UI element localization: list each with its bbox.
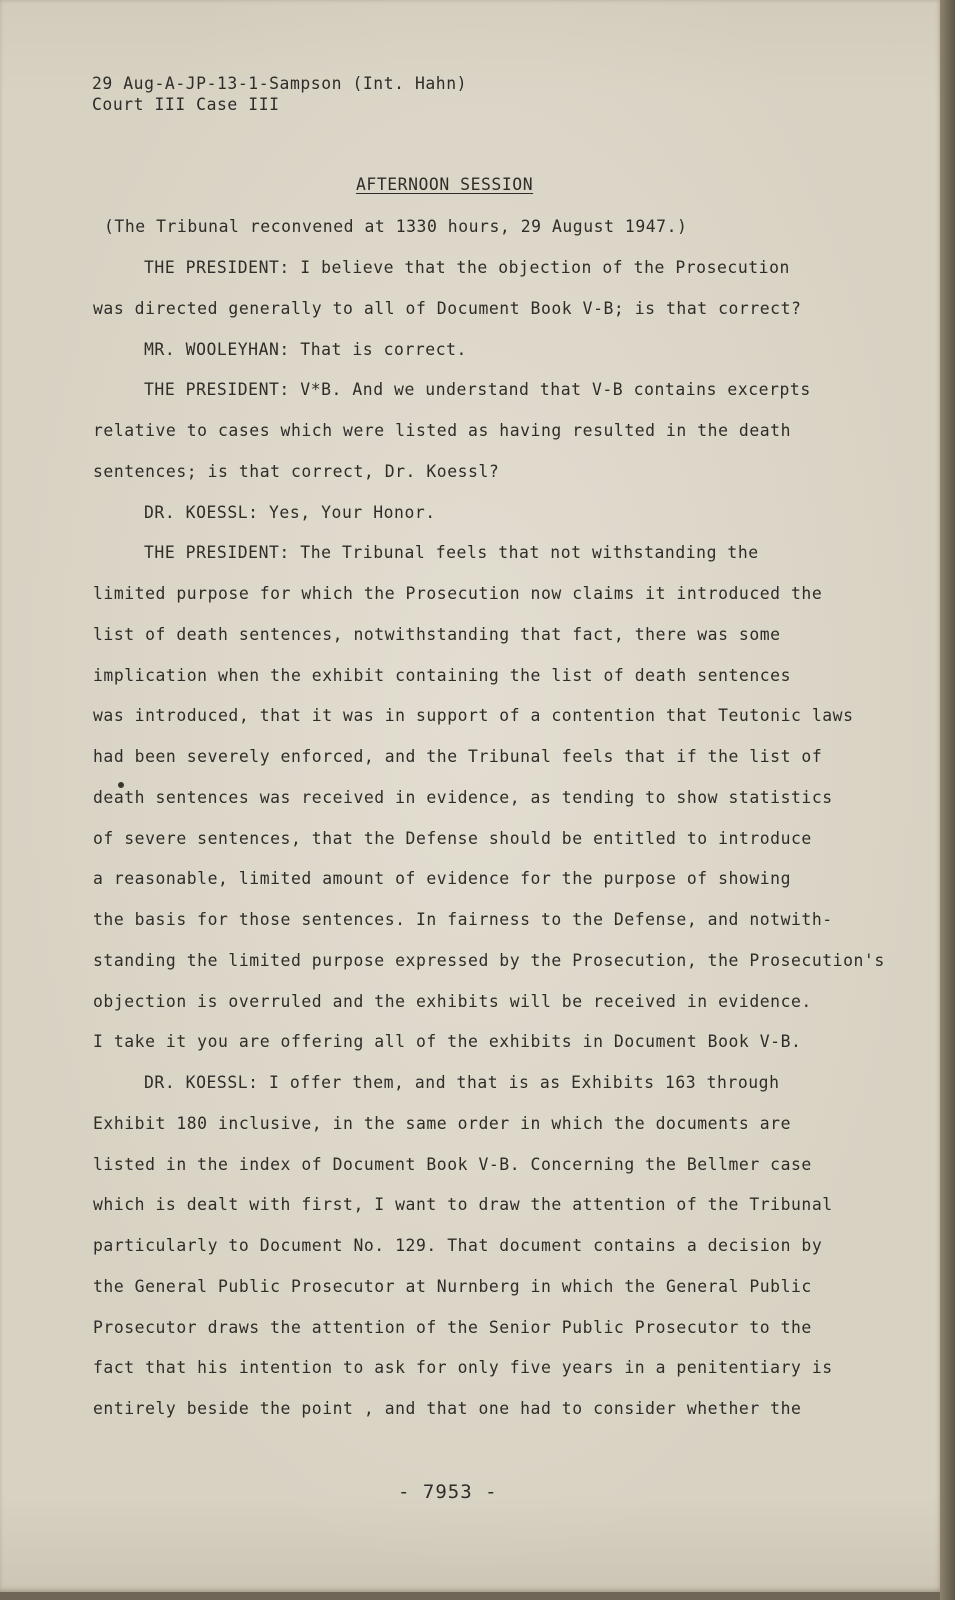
body-line: list of death sentences, notwithstanding that fact, there was some (93, 625, 781, 644)
body-line: listed in the index of Document Book V-B. Concerning the Bellmer case (93, 1155, 812, 1174)
body-line: a reasonable, limited amount of evidence for the purpose of showing (93, 869, 792, 888)
body-line: was directed generally to all of Document Book V-B; is that correct? (93, 299, 802, 318)
body-line: standing the limited purpose expressed by the Prosecution, the Prosecution's (93, 951, 885, 970)
body-line: THE PRESIDENT: The Tribunal feels that not withstanding the (144, 543, 759, 562)
ink-speck (118, 782, 124, 788)
page-edge-shadow (940, 0, 955, 1600)
body-line: objection is overruled and the exhibits will be received in evidence. (93, 992, 812, 1011)
body-line: MR. WOOLEYHAN: That is correct. (144, 340, 467, 359)
body-line: entirely beside the point , and that one had to consider whether the (93, 1399, 802, 1418)
body-line: (The Tribunal reconvened at 1330 hours, 29 August 1947.) (104, 217, 688, 236)
body-line: THE PRESIDENT: V*B. And we understand that V-B contains excerpts (144, 380, 811, 399)
body-line: the General Public Prosecutor at Nurnberg in which the General Public (93, 1277, 812, 1296)
body-line: had been severely enforced, and the Tribunal feels that if the list of (93, 747, 823, 766)
header-reference-line: 29 Aug-A-JP-13-1-Sampson (Int. Hahn) (92, 74, 468, 93)
body-line: was introduced, that it was in support of a contention that Teutonic laws (93, 706, 854, 725)
body-line: sentences; is that correct, Dr. Koessl? (93, 462, 500, 481)
body-line: THE PRESIDENT: I believe that the objection of the Prosecution (144, 258, 790, 277)
document-header (92, 76, 467, 119)
body-line: of severe sentences, that the Defense should be entitled to introduce (93, 829, 812, 848)
body-line: the basis for those sentences. In fairness to the Defense, and notwith- (93, 910, 833, 929)
header-court-line: Court III Case III (92, 95, 280, 115)
body-line: implication when the exhibit containing the list of death sentences (93, 666, 792, 685)
body-line: DR. KOESSL: Yes, Your Honor. (144, 503, 436, 522)
body-line: which is dealt with first, I want to draw the attention of the Tribunal (93, 1195, 833, 1214)
body-line: DR. KOESSL: I offer them, and that is as Exhibits 163 through (144, 1073, 780, 1092)
body-line: particularly to Document No. 129. That document contains a decision by (93, 1236, 823, 1255)
body-line: limited purpose for which the Prosecution now claims it introduced the (93, 584, 823, 603)
body-line: relative to cases which were listed as having resulted in the death (93, 421, 792, 440)
session-title: AFTERNOON SESSION (356, 175, 534, 194)
body-line: I take it you are offering all of the exhibits in Document Book V-B. (93, 1032, 802, 1051)
body-line: death sentences was received in evidence, as tending to show statistics (93, 788, 833, 807)
page-number: - 7953 - (398, 1481, 498, 1503)
body-line: Exhibit 180 inclusive, in the same order in which the documents are (93, 1114, 792, 1133)
body-line: fact that his intention to ask for only five years in a penitentiary is (93, 1358, 833, 1377)
body-line: Prosecutor draws the attention of the Senior Public Prosecutor to the (93, 1318, 812, 1337)
